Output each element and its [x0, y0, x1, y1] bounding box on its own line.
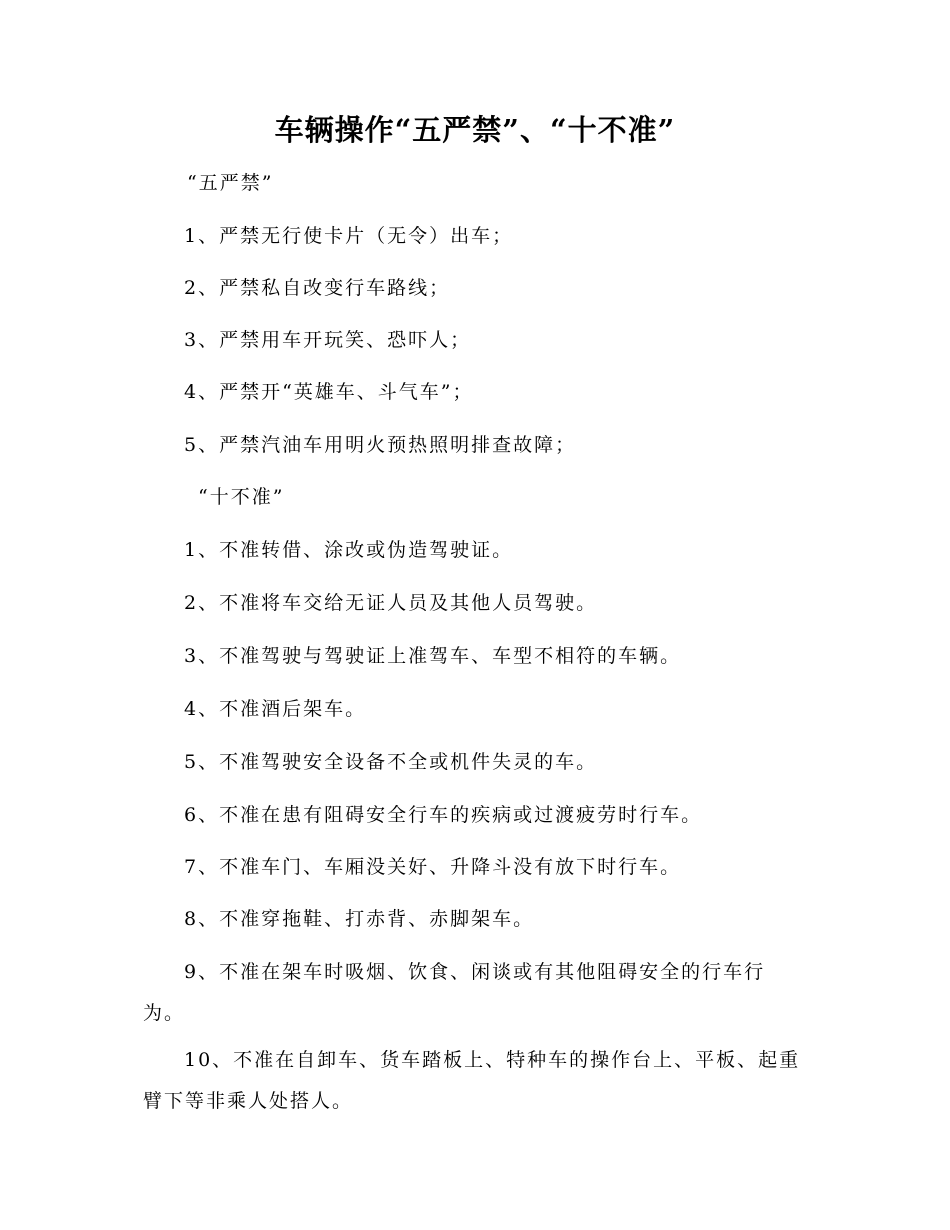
ten-prohibitions-heading: “十不准”	[198, 486, 285, 508]
five-prohibitions-item-1: 1、严禁无行使卡片（无令）出车；	[184, 225, 514, 247]
ten-prohibitions-item-8: 8、不准穿拖鞋、打赤背、赤脚架车。	[184, 908, 535, 930]
document-title: 车辆操作“五严禁”、“十不准”	[274, 113, 676, 147]
five-prohibitions-item-2: 2、严禁私自改变行车路线；	[184, 277, 451, 299]
ten-prohibitions-item-1: 1、不准转借、涂改或伪造驾驶证。	[184, 539, 514, 561]
ten-prohibitions-item-2: 2、不准将车交给无证人员及其他人员驾驶。	[184, 592, 598, 614]
five-prohibitions-item-3: 3、严禁用车开玩笑、恐吓人；	[184, 329, 472, 351]
ten-prohibitions-item-9	[143, 952, 803, 1034]
ten-prohibitions-item-7: 7、不准车门、车厢没关好、升降斗没有放下时行车。	[184, 856, 682, 878]
ten-prohibitions-item-5: 5、不准驾驶安全设备不全或机件失灵的车。	[184, 751, 598, 773]
ten-prohibitions-item-9-text: 9、不准在架车时吸烟、饮食、闲谈或有其他阻碍安全的行车行为。	[143, 961, 766, 1024]
ten-prohibitions-item-3: 3、不准驾驶与驾驶证上准驾车、车型不相符的车辆。	[184, 645, 682, 667]
ten-prohibitions-item-4: 4、不准酒后架车。	[184, 698, 367, 720]
five-prohibitions-item-4: 4、严禁开“英雄车、斗气车”；	[184, 381, 474, 403]
five-prohibitions-item-5: 5、严禁汽油车用明火预热照明排查故障；	[184, 434, 577, 456]
five-prohibitions-heading: “五严禁”	[187, 172, 274, 194]
ten-prohibitions-item-6: 6、不准在患有阻碍安全行车的疾病或过渡疲劳时行车。	[184, 804, 703, 826]
ten-prohibitions-item-10-text: 10、不准在自卸车、货车踏板上、特种车的操作台上、平板、起重臂下等非乘人处搭人。	[143, 1049, 801, 1112]
ten-prohibitions-item-10	[143, 1040, 803, 1122]
